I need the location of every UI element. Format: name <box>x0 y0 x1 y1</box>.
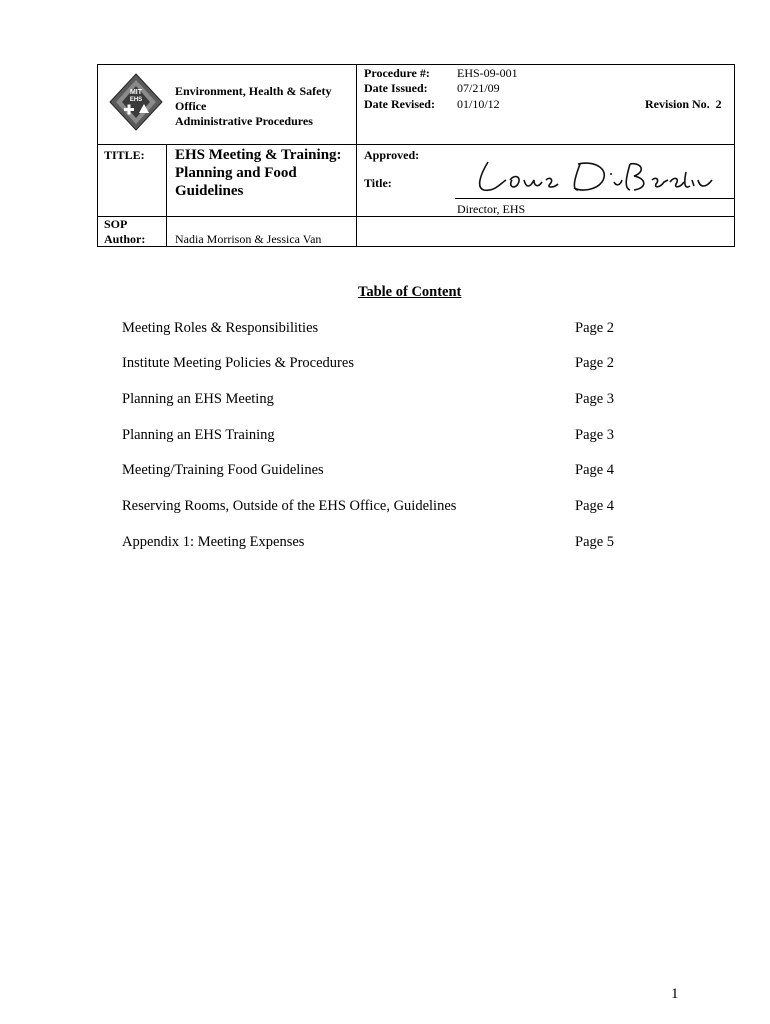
title-divider-horizontal <box>97 216 356 217</box>
toc-item-page: Page 3 <box>575 427 615 443</box>
toc-item-page: Page 4 <box>575 462 615 478</box>
signature-image <box>470 150 720 200</box>
ehs-logo <box>108 72 164 132</box>
procedure-label: Procedure #: <box>364 66 430 80</box>
svg-text:MIT: MIT <box>129 89 143 96</box>
toc-item-page: Page 5 <box>575 534 615 550</box>
toc-item-label: Meeting/Training Food Guidelines <box>122 462 324 478</box>
toc-item <box>122 320 622 337</box>
toc-item-label: Meeting Roles & Responsibilities <box>122 320 319 336</box>
procedure-value: EHS-09-001 <box>457 66 518 80</box>
toc-item-page: Page 2 <box>575 320 615 336</box>
toc-item-label: Institute Meeting Policies & Procedures <box>122 355 354 371</box>
author-label: Author: <box>104 232 146 246</box>
toc-item <box>122 355 622 372</box>
title-line-2: Planning and Food <box>175 165 297 181</box>
date-issued-value: 07/21/09 <box>457 81 500 95</box>
label-divider-vertical <box>166 144 167 247</box>
approved-label: Approved: <box>364 148 420 162</box>
toc-item-page: Page 2 <box>575 355 615 371</box>
toc-item <box>122 427 622 444</box>
ehs-diamond-logo-icon <box>108 72 164 132</box>
toc-item-label: Planning an EHS Meeting <box>122 391 274 407</box>
toc-item <box>122 462 622 479</box>
toc-item-label: Appendix 1: Meeting Expenses <box>122 534 305 550</box>
toc-item <box>122 534 622 551</box>
office-line-3: Administrative Procedures <box>175 114 313 128</box>
author-value: Nadia Morrison & Jessica Van <box>175 232 322 246</box>
toc-item-page: Page 3 <box>575 391 615 407</box>
approval-divider-horizontal <box>356 216 735 217</box>
toc-item-label: Planning an EHS Training <box>122 427 275 443</box>
title-line-1: EHS Meeting & Training: <box>175 147 342 163</box>
title-field-label: Title: <box>364 176 392 190</box>
svg-text:EHS: EHS <box>129 97 143 103</box>
title-label: TITLE: <box>104 148 145 162</box>
date-revised-value: 01/10/12 <box>457 97 500 111</box>
revision-number: Revision No. 2 <box>645 97 722 111</box>
header-divider-horizontal <box>97 144 735 145</box>
handwritten-signature <box>470 150 720 200</box>
sop-label: SOP <box>104 217 128 231</box>
toc-item <box>122 391 622 408</box>
office-line-1: Environment, Health & Safety <box>175 84 332 98</box>
date-revised-label: Date Revised: <box>364 97 435 111</box>
title-line-3: Guidelines <box>175 183 244 199</box>
date-issued-label: Date Issued: <box>364 81 428 95</box>
approver-title: Director, EHS <box>457 202 526 216</box>
office-line-2: Office <box>175 99 207 113</box>
toc-item-page: Page 4 <box>575 498 615 514</box>
toc-heading: Table of Content <box>358 284 462 300</box>
toc-item <box>122 498 622 515</box>
page-number: 1 <box>671 986 679 1002</box>
toc-item-label: Reserving Rooms, Outside of the EHS Office, Guidelines <box>122 498 457 514</box>
header-divider-vertical <box>356 64 357 247</box>
